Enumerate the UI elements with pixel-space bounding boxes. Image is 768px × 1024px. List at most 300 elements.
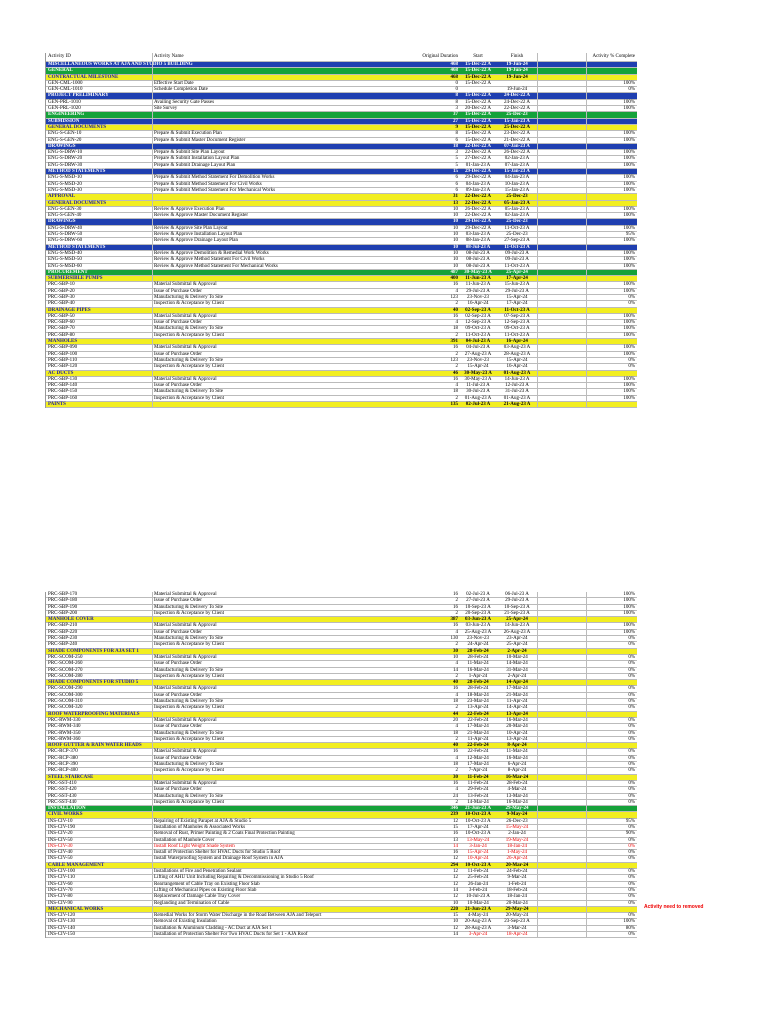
start-cell: 12-Sep-23 A: [465, 320, 491, 326]
table-row[interactable]: [46, 932, 637, 938]
pct-complete-cell: 0%: [628, 364, 635, 370]
duration-cell: 400: [450, 276, 458, 282]
finish-cell: 2-Jan-24: [508, 831, 526, 837]
duration-cell: 13: [453, 837, 458, 843]
duration-cell: 10: [453, 654, 458, 660]
finish-cell: 25-Dec-23: [506, 232, 528, 238]
start-cell: 03-Jun-23 A: [465, 623, 491, 629]
duration-cell: 44: [453, 711, 458, 717]
start-cell: 08-Jul-23 A: [466, 257, 490, 263]
duration-cell: 10: [453, 919, 458, 925]
finish-cell: 09-Jul-23 A: [505, 250, 529, 256]
start-cell: 22-Feb-24: [467, 717, 489, 723]
activity-id-cell: METHOD STATEMENTS: [48, 169, 106, 175]
activity-id-cell: ROOF WATERPROOFING MATERIALS: [48, 711, 140, 717]
pct-complete-cell: 0%: [628, 87, 635, 93]
pct-complete-cell: 100%: [623, 213, 635, 219]
duration-cell: 6: [455, 187, 458, 193]
duration-cell: 24: [453, 793, 458, 799]
duration-cell: 5: [455, 162, 458, 168]
duration-cell: 16: [453, 376, 458, 382]
pct-complete-cell: 0%: [628, 881, 635, 887]
activity-id-cell: PRC-SBP-60: [48, 320, 75, 326]
start-cell: 02-Jul-23 A: [466, 592, 490, 597]
start-cell: 17-Mar-24: [467, 724, 489, 730]
activity-id-cell: DRAWINGS: [48, 219, 76, 225]
activity-name-cell: Inspection & Acceptance by Client: [154, 736, 224, 742]
start-cell: 22-Dec-22 A: [465, 200, 491, 206]
finish-cell: 20-Mar-24: [505, 862, 529, 868]
activity-name-cell: Inspection & Acceptance by Client: [154, 705, 224, 711]
removal-note: Activity need to removed: [644, 904, 704, 910]
start-cell: 11-Apr-24: [467, 736, 489, 742]
finish-cell: 9-Mar-24: [507, 875, 527, 881]
activity-id-cell: MECHANICAL WORKS: [48, 906, 104, 912]
activity-id-cell: PRC-SBP-180: [48, 598, 78, 604]
activity-name-cell: Review & Approve Method Statement For Mechanical Works: [154, 263, 278, 269]
finish-cell: 15-Jun-23 A: [504, 282, 530, 288]
pct-complete-cell: [586, 144, 635, 149]
start-cell: 20-Aug-23 A: [464, 919, 492, 925]
start-cell: 25-Aug-23 A: [464, 629, 492, 635]
activity-name-cell: Prepare & Submit Drainage Layout Plan: [154, 162, 236, 168]
activity-name-cell: Issue of Purchase Order: [154, 787, 202, 793]
activity-id-cell: PRC-SST-420: [48, 787, 77, 793]
activity-name-cell: Manufacturing & Delivery To Site: [154, 762, 223, 768]
start-cell: 11-Jun-23 A: [465, 276, 491, 282]
start-cell: [460, 87, 496, 92]
activity-name-cell: Manufacturing & Delivery To Site: [154, 604, 223, 610]
activity-id-cell: INS-CIV-20: [48, 831, 73, 837]
activity-name-cell: [154, 68, 409, 73]
pct-complete-cell: 100%: [623, 288, 635, 294]
duration-cell: 40: [453, 743, 458, 749]
finish-cell: 22-Dec-22 A: [504, 106, 530, 112]
activity-id-cell: INS-CIV-100: [48, 869, 76, 875]
activity-name-cell: Installation of Manhole Cover: [154, 837, 215, 843]
finish-cell: 23-Dec-22 A: [504, 131, 530, 137]
finish-cell: 9-May-24: [506, 812, 528, 818]
activity-name-cell: Issue of Purchase Order: [154, 598, 202, 604]
duration-cell: 5: [455, 156, 458, 162]
duration-cell: 14: [453, 932, 458, 938]
duration-cell: 16: [453, 850, 458, 856]
activity-id-cell: PRC-SCOM-250: [48, 654, 83, 660]
finish-cell: 02-Jan-23 A: [504, 213, 530, 219]
pct-complete-cell: 100%: [623, 225, 635, 231]
duration-cell: 6: [455, 181, 458, 187]
start-cell: 30-May-23 A: [464, 269, 492, 275]
pct-complete-cell: [586, 863, 635, 868]
finish-cell: 02-Jan-23 A: [504, 156, 530, 162]
start-cell: 21-Jun-23 A: [465, 806, 491, 812]
finish-cell: 21-Dec-22 A: [504, 137, 530, 143]
activity-name-cell: Availing Security Gate Passes: [154, 99, 215, 105]
pct-complete-cell: [586, 649, 635, 654]
activity-name-cell: [154, 812, 409, 817]
activity-name-cell: Manufacturing & Delivery To Site: [154, 699, 223, 705]
finish-cell: 11-Mar-24: [506, 749, 528, 755]
finish-cell: 26-Apr-24: [506, 856, 528, 862]
header-activity-pct-complete: Activity % Complete: [592, 54, 635, 59]
pct-complete-cell: 0%: [628, 705, 635, 711]
finish-cell: 25-Apr-24: [506, 269, 528, 275]
finish-cell: 11-Oct-23 A: [504, 332, 530, 338]
duration-cell: 4: [455, 661, 458, 667]
activity-id-cell: GEN-PRL-1010: [48, 99, 81, 105]
finish-cell: 10-Apr-24: [506, 730, 528, 736]
activity-id-cell: GEN-CML-1000: [48, 80, 83, 86]
start-cell: 16-Mar-24: [467, 667, 489, 673]
activity-id-cell: SUBMERSIBLE PUMPS: [48, 276, 103, 282]
pct-complete-cell: [586, 125, 635, 130]
duration-cell: 12: [453, 925, 458, 931]
activity-id-cell: PRC-RCP-390: [48, 762, 78, 768]
activity-id-cell: INS-CIV-60: [48, 881, 73, 887]
duration-cell: 30: [453, 774, 458, 780]
header-original-duration: Original Duration: [422, 54, 458, 59]
duration-cell: 8: [455, 99, 458, 105]
pct-complete-cell: [586, 201, 635, 206]
pct-complete-cell: 100%: [623, 181, 635, 187]
activity-id-cell: PRC-SBP-40: [48, 301, 75, 307]
activity-name-cell: Prepare & Submit Method Statement For Demolition Works: [154, 175, 275, 181]
activity-id-cell: GENERAL DOCUMENTS: [48, 124, 107, 130]
activity-id-cell: PAINTS: [48, 402, 66, 408]
schedule-rows: [46, 592, 637, 938]
finish-cell: 09-Jul-23 A: [505, 257, 529, 263]
pct-complete-cell: [586, 907, 635, 912]
start-cell: 02-Sep-23 A: [465, 313, 491, 319]
activity-id-cell: MANHOLE COVER: [48, 617, 94, 623]
activity-name-cell: Installation of Manholes & Associated Works: [154, 824, 246, 830]
start-cell: 11-Mar-24: [467, 661, 489, 667]
finish-cell: 11-Oct-23 A: [504, 244, 530, 250]
duration-cell: 2: [455, 351, 458, 357]
activity-name-cell: Issue of Purchase Order: [154, 320, 202, 326]
activity-name-cell: Install Roof Light Weight Shade System: [154, 843, 235, 849]
duration-cell: 16: [453, 592, 458, 597]
activity-id-cell: DRAINAGE PIPES: [48, 307, 91, 313]
activity-name-cell: [154, 276, 409, 281]
start-cell: 10-Sep-23 A: [465, 604, 491, 610]
pct-complete-cell: [586, 339, 635, 344]
activity-id-cell: ENG-S-MSD-30: [48, 187, 82, 193]
start-cell: 13-Apr-24: [467, 705, 489, 711]
pct-complete-cell: 0%: [628, 686, 635, 692]
duration-cell: 123: [450, 357, 458, 363]
pct-complete-cell: 0%: [628, 856, 635, 862]
activity-name-cell: Lifting of AHU Unit Including Repairing & Decommissioning in Studio 5 Roof: [154, 875, 314, 881]
activity-name-cell: Schedule Completion Date: [154, 87, 208, 93]
pct-complete-cell: 80%: [625, 925, 635, 931]
start-cell: 14-Mar-24: [467, 799, 489, 805]
start-cell: 08-Jul-23 A: [466, 263, 490, 269]
pct-complete-cell: [586, 219, 635, 224]
start-cell: 27-Jul-23 A: [466, 598, 490, 604]
activity-name-cell: Material Submittal & Approval: [154, 717, 217, 723]
activity-name-cell: [154, 194, 409, 199]
duration-cell: 18: [453, 143, 458, 149]
finish-cell: 16-Mar-24: [506, 799, 528, 805]
activity-id-cell: ROOF GUTTER & RAIN WATER HEADS: [48, 743, 142, 749]
start-cell: 15-Dec-22 A: [465, 131, 491, 137]
activity-id-cell: INS-CIV-50: [48, 837, 73, 843]
pct-complete-cell: [586, 112, 635, 117]
activity-id-cell: INS-CIV-120: [48, 913, 76, 919]
finish-cell: 07-Sep-23 A: [504, 313, 530, 319]
activity-name-cell: Removal of Rust, Primer Painting & 2 Coats Final Protection Painting: [154, 831, 295, 837]
start-cell: 15-Dec-22 A: [465, 93, 491, 99]
finish-cell: 15-May-24: [505, 824, 529, 830]
finish-cell: 31-Mar-24: [506, 667, 528, 673]
activity-id-cell: PRC-SST-410: [48, 780, 77, 786]
activity-id-cell: PROCUREMENT: [48, 269, 88, 275]
activity-name-cell: Prepare & Submit Installation Layout Plan: [154, 156, 240, 162]
duration-cell: 16: [453, 780, 458, 786]
activity-name-cell: [154, 219, 409, 224]
duration-cell: 37: [453, 112, 458, 118]
activity-id-cell: PRC-SBP-230: [48, 636, 78, 642]
start-cell: 04-Jul-23 A: [466, 345, 490, 351]
pct-complete-cell: 100%: [623, 187, 635, 193]
activity-name-cell: Review & Approve Installation Layout Plan: [154, 232, 243, 238]
pct-complete-cell: 100%: [623, 206, 635, 212]
start-cell: 10-Oct-23 A: [465, 818, 491, 824]
start-cell: 28-Aug-23 A: [464, 925, 492, 931]
activity-id-cell: PRC-SBP-150: [48, 389, 78, 395]
pct-complete-cell: 0%: [628, 730, 635, 736]
pct-complete-cell: 0%: [628, 692, 635, 698]
activity-name-cell: Prepare & Submit Master Document Register: [154, 137, 246, 143]
duration-cell: 2: [455, 799, 458, 805]
start-cell: 03-Jun-23 A: [465, 617, 491, 623]
activity-id-cell: GENERAL DOCUMENTS: [48, 200, 107, 206]
start-cell: 10-Oct-23 A: [465, 831, 491, 837]
duration-cell: 12: [453, 869, 458, 875]
start-cell: 22-Feb-24: [467, 711, 489, 717]
activity-id-cell: PRC-SCOM-320: [48, 705, 83, 711]
activity-id-cell: CONTRACTUAL MILESTONE: [48, 74, 119, 80]
start-cell: 23-Nov-23: [467, 357, 489, 363]
activity-id-cell: INS-CIV-30: [48, 843, 73, 849]
start-cell: 29-Jul-23 A: [466, 288, 490, 294]
start-cell: 29-Dec-22 A: [465, 219, 491, 225]
finish-cell: 25-Dec-23: [506, 219, 528, 225]
duration-cell: 220: [450, 906, 458, 912]
activity-id-cell: ENG-S-MSD-50: [48, 257, 82, 263]
activity-name-cell: Manufacturing & Delivery To Site: [154, 667, 223, 673]
activity-name-cell: Material Submittal & Approval: [154, 592, 217, 597]
pct-complete-cell: 100%: [623, 610, 635, 616]
finish-cell: 17-Mar-24: [506, 686, 528, 692]
pct-complete-cell: 0%: [628, 793, 635, 799]
activity-name-cell: Material Submittal & Approval: [154, 686, 217, 692]
activity-name-cell: Material Submittal & Approval: [154, 654, 217, 660]
start-cell: 21-Mar-24: [467, 730, 489, 736]
finish-cell: 18-Apr-24: [506, 932, 528, 938]
activity-name-cell: Inspection & Acceptance by Client: [154, 768, 224, 774]
start-cell: 1-Apr-24: [468, 673, 488, 679]
duration-cell: 16: [453, 313, 458, 319]
pct-complete-cell: 100%: [623, 106, 635, 112]
finish-cell: 21-Mar-24: [506, 692, 528, 698]
finish-cell: 05-Jan-23 A: [504, 206, 530, 212]
finish-cell: 15-Apr-24: [506, 294, 528, 300]
activity-name-cell: Material Submittal & Approval: [154, 780, 217, 786]
activity-name-cell: [154, 169, 409, 174]
finish-cell: 13-Mar-24: [506, 793, 528, 799]
group-row[interactable]: [46, 402, 637, 408]
activity-id-cell: PRC-RWM-350: [48, 730, 81, 736]
activity-name-cell: Issue of Purchase Order: [154, 724, 202, 730]
duration-cell: 14: [453, 667, 458, 673]
duration-cell: 31: [453, 194, 458, 200]
finish-cell: 18-Feb-24: [506, 887, 528, 893]
duration-cell: 2: [455, 705, 458, 711]
finish-cell: 18-Jan-24: [507, 894, 527, 900]
finish-cell: 18-Jan-24: [507, 843, 527, 849]
pct-complete-cell: 0%: [628, 787, 635, 793]
duration-cell: 12: [453, 856, 458, 862]
activity-id-cell: ENG-S-GEN-40: [48, 213, 82, 219]
start-cell: 02-Sep-23 A: [465, 307, 491, 313]
activity-id-cell: DRAWINGS: [48, 143, 76, 149]
duration-cell: 16: [453, 282, 458, 288]
start-cell: 15-Dec-22 A: [465, 137, 491, 143]
activity-id-cell: APPROVAL: [48, 194, 76, 200]
finish-cell: [497, 81, 537, 86]
activity-name-cell: [154, 308, 409, 313]
activity-name-cell: Inspection & Acceptance by Client: [154, 301, 224, 307]
activity-id-cell: SHADE COMPONENTS FOR STUDIO 5: [48, 680, 139, 686]
pct-complete-cell: 100%: [623, 313, 635, 319]
start-cell: 15-Apr-24: [467, 364, 489, 370]
finish-cell: 10-Mar-24: [506, 654, 528, 660]
finish-cell: 21-Sep-23 A: [504, 610, 530, 616]
activity-id-cell: INS-CIV-110: [48, 875, 75, 881]
pct-complete-cell: [586, 68, 635, 73]
pct-complete-cell: [586, 712, 635, 717]
finish-cell: 29-Jul-23 A: [505, 598, 529, 604]
activity-id-cell: PRC-SCOM-310: [48, 699, 83, 705]
activity-name-cell: [154, 119, 409, 124]
finish-cell: 17-Apr-24: [506, 276, 528, 282]
pct-complete-cell: [586, 812, 635, 817]
activity-name-cell: Inspection & Acceptance by Client: [154, 395, 224, 401]
finish-cell: 16-Mar-24: [506, 755, 528, 761]
activity-id-cell: PRC-SBP-220: [48, 629, 78, 635]
activity-id-cell: PRC-SBP-130: [48, 376, 78, 382]
duration-cell: 10: [453, 257, 458, 263]
start-cell: 08-Jul-23 A: [465, 244, 491, 250]
pct-complete-cell: [586, 93, 635, 98]
duration-cell: 2: [455, 332, 458, 338]
header-start: Start: [473, 54, 483, 59]
activity-name-cell: Issue of Purchase Order: [154, 288, 202, 294]
activity-id-cell: INS-CIV-130: [48, 919, 76, 925]
pct-complete-cell: 0%: [628, 661, 635, 667]
finish-cell: 26-Aug-23 A: [503, 629, 531, 635]
duration-cell: 15: [453, 824, 458, 830]
duration-cell: 2: [455, 673, 458, 679]
finish-cell: 25-Apr-24: [506, 642, 528, 648]
duration-cell: 4: [455, 383, 458, 389]
activity-id-cell: INS-CIV-190: [48, 824, 76, 830]
activity-id-cell: ENGINEERING: [48, 112, 85, 118]
activity-name-cell: Prepare & Submit Site Plan Layout: [154, 150, 225, 156]
duration-cell: 15: [453, 913, 458, 919]
finish-cell: 1-Feb-24: [507, 881, 527, 887]
pct-complete-cell: 100%: [623, 150, 635, 156]
activity-id-cell: MISCELLANEOUS WORKS AT AJA AND STUDIO 5 BUILDING: [48, 62, 193, 67]
activity-name-cell: Site Survey: [154, 106, 178, 112]
duration-cell: 10: [453, 206, 458, 212]
activity-name-cell: Effective Start Date: [154, 80, 194, 86]
activity-name-cell: [154, 112, 409, 117]
start-cell: 17-Apr-24: [467, 824, 489, 830]
activity-name-cell: Manufacturing & Delivery To Site: [154, 730, 223, 736]
activity-name-cell: [154, 775, 409, 780]
activity-id-cell: PRC-SBP-100: [48, 351, 78, 357]
pct-complete-cell: [586, 119, 635, 124]
start-cell: 12-Mar-24: [467, 755, 489, 761]
finish-cell: 11-Oct-23 A: [504, 263, 530, 269]
activity-id-cell: GENERAL: [48, 68, 73, 74]
activity-name-cell: Prepare & Submit Execution Plan: [154, 131, 222, 137]
duration-cell: 4: [455, 787, 458, 793]
duration-cell: 18: [453, 730, 458, 736]
duration-cell: 20: [453, 717, 458, 723]
finish-cell: 28-Aug-23 A: [503, 351, 531, 357]
pct-complete-cell: 100%: [623, 623, 635, 629]
activity-id-cell: CABLE MANAGEMENT: [48, 862, 105, 868]
duration-cell: 12: [453, 818, 458, 824]
activity-name-cell: Review & Approve Demolition & Remedial Work Works: [154, 250, 269, 256]
pct-complete-cell: [586, 270, 635, 275]
pct-complete-cell: [586, 194, 635, 199]
start-cell: 3-Feb-24: [468, 887, 488, 893]
start-cell: 26-Dec-22 A: [465, 206, 491, 212]
finish-cell: 19-Jun-24: [506, 87, 528, 93]
start-cell: 08-Jan-23 A: [465, 238, 491, 244]
duration-cell: 4: [455, 320, 458, 326]
duration-cell: 6: [455, 175, 458, 181]
duration-cell: 16: [453, 345, 458, 351]
pct-complete-cell: 100%: [623, 919, 635, 925]
activity-id-cell: SUBMISSION: [48, 118, 80, 124]
finish-cell: 24-Feb-24: [506, 869, 528, 875]
duration-cell: 16: [453, 831, 458, 837]
finish-cell: 14-Jun-23 A: [504, 376, 530, 382]
start-cell: 15-Dec-22 A: [465, 74, 491, 80]
activity-id-cell: PROJECT PRELIMINARY: [48, 93, 109, 99]
pct-complete-cell: 90%: [625, 831, 635, 837]
finish-cell: 19-May-24: [505, 837, 529, 843]
activity-id-cell: PRC-SBP-50: [48, 313, 75, 319]
duration-cell: 16: [453, 749, 458, 755]
duration-cell: 16: [453, 604, 458, 610]
pct-complete-cell: 0%: [628, 667, 635, 673]
finish-cell: 19-Jun-24: [506, 62, 528, 67]
start-cell: 22-Dec-22 A: [465, 150, 491, 156]
activity-id-cell: INS-CIV-70: [48, 887, 73, 893]
activity-id-cell: PRC-SBP-190: [48, 604, 78, 610]
finish-cell: 26-Dec-23: [506, 818, 528, 824]
duration-cell: 9: [455, 124, 458, 130]
duration-cell: 18: [453, 762, 458, 768]
activity-id-cell: INS-CIV-50: [48, 856, 73, 862]
